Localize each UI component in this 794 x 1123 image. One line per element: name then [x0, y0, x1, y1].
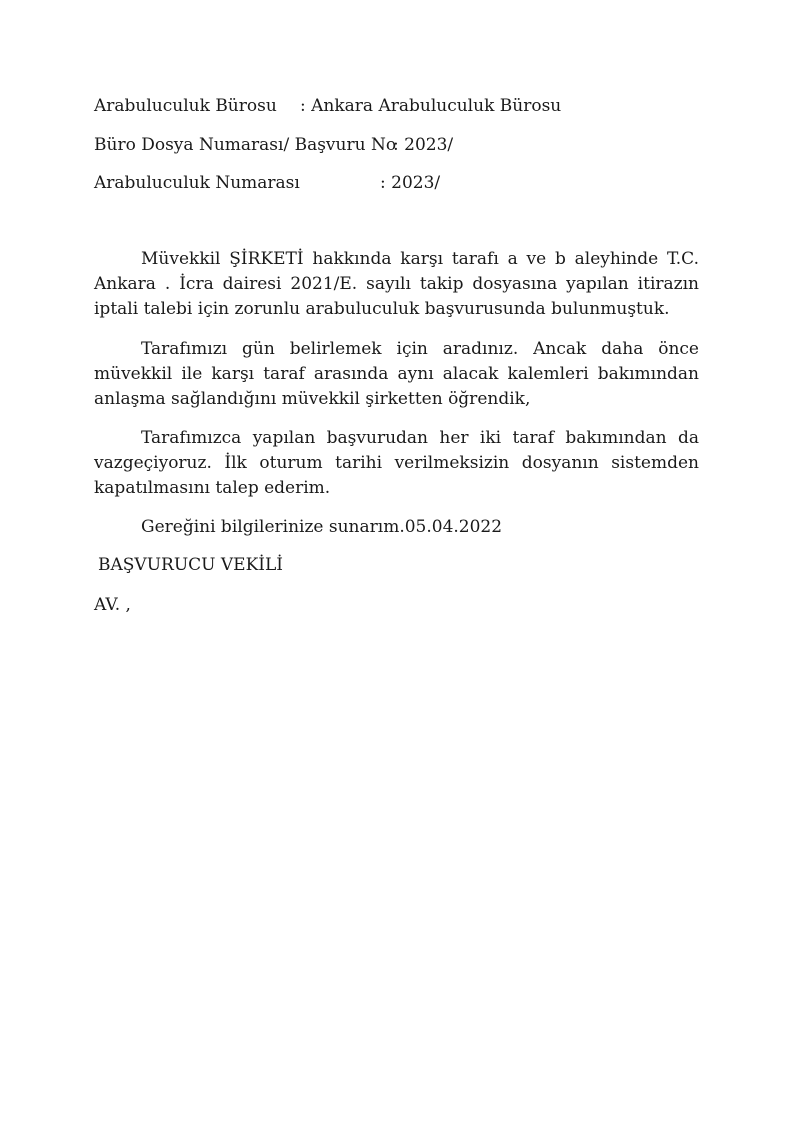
closing-line: Gereğini bilgilerinize sunarım.05.04.2022: [141, 517, 503, 537]
office-row: [94, 95, 562, 117]
paragraph-1: Müvekkil ŞİRKETİ hakkında karşı tarafı a ve b aleyhinde T.C. Ankara . İcra dairesi 2021/E. sayılı takip dosyasına yapılan itirazın iptali talebi için zorunlu arabuluculuk başvurusunda bulunmuştuk.: [94, 249, 699, 319]
paragraph-3: Tarafımızca yapılan başvurudan her iki taraf bakımından da vazgeçiyoruz. İlk oturum tarihi verilmeksizin dosyanın sistemden kapatılmasını talep ederim.: [94, 428, 699, 498]
file-number-value: : 2023/: [393, 135, 454, 155]
mediation-number-value: : 2023/: [380, 173, 441, 193]
signature-title: BAŞVURUCU VEKİLİ: [98, 555, 283, 575]
office-value: : Ankara Arabuluculuk Bürosu: [300, 96, 562, 116]
file-number-row: [94, 134, 454, 156]
paragraph-2: Tarafımızı gün belirlemek için aradınız. Ancak daha önce müvekkil ile karşı taraf arasında aynı alacak kalemleri bakımından anlaşma sağlandığını müvekkil şirketten öğrendik,: [94, 339, 699, 409]
mediation-number-row: [94, 172, 441, 194]
mediation-number-label: Arabuluculuk Numarası: [94, 173, 300, 193]
office-label: Arabuluculuk Bürosu: [94, 96, 277, 116]
file-number-label: Büro Dosya Numarası/ Başvuru No: [94, 135, 397, 155]
signature-name: AV. ,: [94, 595, 131, 615]
